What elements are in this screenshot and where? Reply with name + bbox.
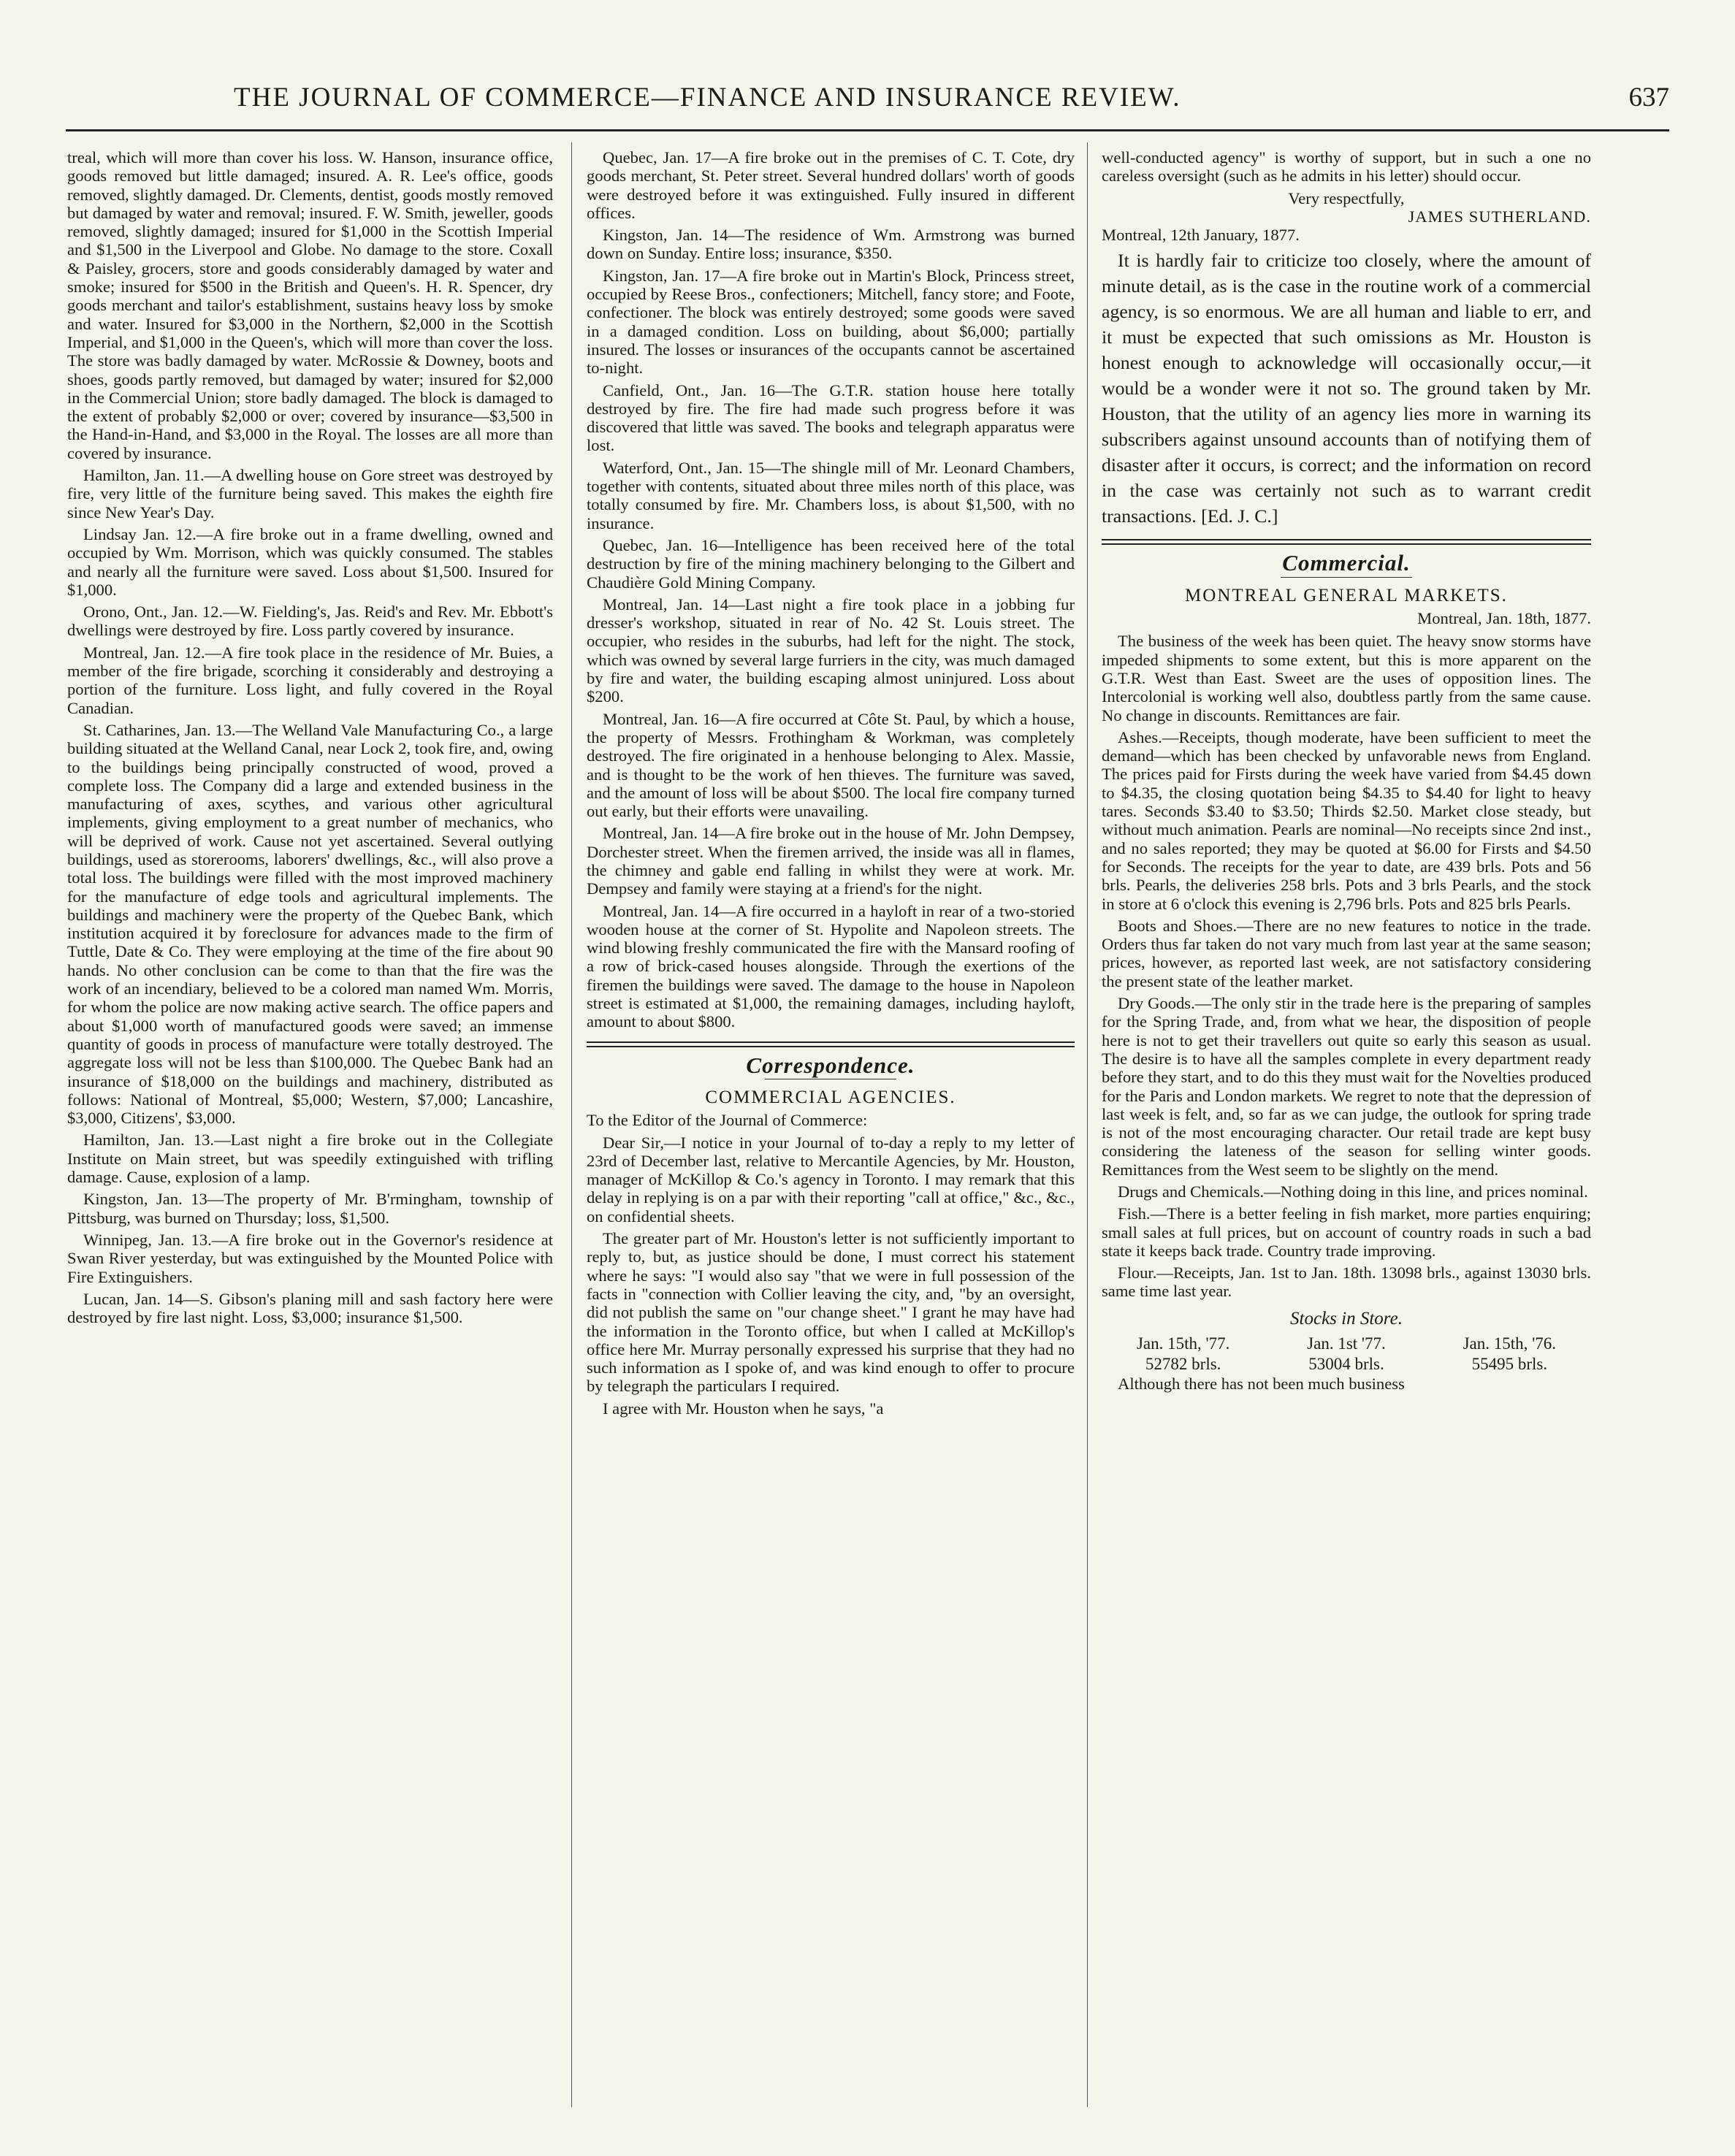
article-paragraph: Montreal, Jan. 14—Last night a fire took place in a jobbing fur dresser's workshop, situated in rear of No. 42 St. Louis street. The occupier, who resides in the suburbs, had left for the night. The stock, which was owned by several large furriers in the city, was much damaged by fire and water, the building escaping almost uninjured. Loss about $200. [587,595,1075,706]
running-title: THE JOURNAL OF COMMERCE—FINANCE AND INSURANCE REVIEW. [234,83,1181,112]
stocks-value: 52782 brls. [1145,1355,1221,1374]
letter-paragraph: well-conducted agency" is worthy of support, but in such a one no careless oversight (such as he admits in his letter) should occur. [1102,148,1591,186]
market-report-title: MONTREAL GENERAL MARKETS. [1185,585,1508,605]
article-paragraph: Montreal, Jan. 12.—A fire took place in the residence of Mr. Buies, a member of the fire brigade, scorching it considerably and destroying a portion of the furniture. Loss light, and fully covered in the Royal Canadian. [67,643,553,717]
signature-place-date: Montreal, 12th January, 1877. [1102,226,1300,245]
letter-paragraph: The greater part of Mr. Houston's letter is not sufficiently important to reply to, but, as justice should be done, I must correct his statement where he says: "I would also say "that we were in full possession of the facts in "connection with Collier leaving the city, and, "by an oversight, did not publish the same on "our change sheet." I grant he may have had the information in the Toronto office, but when I called at McKillop's office here Mr. Murray personally expressed his surprise that they had no such information as I spoke of, and was kind enough to offer to procure by telegraph the particulars I required. [587,1229,1075,1396]
article-paragraph: Quebec, Jan. 17—A fire broke out in the premises of C. T. Cote, dry goods merchant, St. Peter street. Several hundred dollars' worth of goods were destroyed before it was extinguished. Fully insured in different offices. [587,148,1075,222]
column-fire-reports [67,148,553,2120]
section-heading-commercial: Commercial. [1282,550,1411,576]
article-paragraph: Winnipeg, Jan. 13.—A fire broke out in the Governor's residence at Swan River yesterday, but was extinguished by the Mounted Police with Fire Extinguishers. [67,1230,553,1286]
column-letter-and-markets [1102,148,1591,2120]
stocks-date: Jan. 15th, '76. [1463,1334,1557,1353]
article-paragraph: Kingston, Jan. 17—A fire broke out in Martin's Block, Princess street, occupied by Reese Bros., confectioners; Mitchell, fancy store; and Foote, confectioner. The block was entirely destroyed; some goods were saved in a damaged condition. Loss on building, about $6,000; partially insured. The losses or insurances of the occupants cannot be ascertained to-night. [587,266,1075,378]
market-paragraph: Ashes.—Receipts, though moderate, have been sufficient to meet the demand—which has been checked by unfavorable news from England. The prices paid for Firsts during the week have varied from $4.45 down to $4.35, the closing quotation being $4.35 to $4.40 for light to heavy tares. Seconds $3.40 to $3.50; Thirds $2.50. Market close steady, but without much animation. Pearls are nominal—No receipts since 2nd inst., and no sales reported; they may be quoted at $6.00 for Firsts and $4.50 for Seconds. The receipts for the year to date, are 439 brls. Pots and 56 brls. Pearls, the deliveries 258 brls. Pots and 3 brls Pearls, and the stock in store at 6 o'clock this evening is 2,796 brls. Pots and 825 brls Pearls. [1102,727,1591,913]
header-rule [66,129,1669,131]
stocks-table [1102,1334,1591,1375]
market-paragraph: The business of the week has been quiet. The heavy snow storms have impeded shipments to some extent, but this is more apparent on the G.T.R. West than East. Sweet are the uses of opposition lines. The Intercolonial is working well also, doubtless partly from the same cause. No change in discounts. Remittances are fair. [1102,632,1591,725]
letter-paragraph: Dear Sir,—I notice in your Journal of to-day a reply to my letter of 23rd of December last, relative to Mercantile Agencies, by Mr. Houston, manager of McKillop & Co.'s agency in Toronto. I may remark that this delay in replying is on a par with their reporting "call at office," &c., &c., on confidential sheets. [587,1133,1075,1226]
market-paragraph: Dry Goods.—The only stir in the trade here is the preparing of samples for the Spring Trade, and, from what we hear, the disposition of people here is not to get their travellers out quite so early this season as usual. The desire is to have all the samples complete in every department ready before they start, and to do this they must wait for the Novelties produced for the Paris and London markets. We regret to note that the depression of last week is felt, and, so far as we can judge, the outlook for spring trade is not of the most encouraging character. Our retail trade are kept busy considering the lateness of the season for selling winter goods. Remittances from the West seem to be slightly on the mend. [1102,994,1591,1179]
market-dateline: Montreal, Jan. 18th, 1877. [1417,609,1591,628]
column-fire-reports-and-correspondence [587,148,1075,2120]
section-rule [587,1041,1075,1047]
editor-note: It is hardly fair to criticize too closely, where the amount of minute detail, as is the case in the routine work of a commercial agency, is so enormous. We are all human and liable to err, and it must be expected that such omissions as Mr. Houston is honest enough to acknowledge will occasionally occur,—it would be a wonder were it not so. The ground taken by Mr. Houston, that the utility of an agency lies more in warning its subscribers against unsound accounts than of notifying them of disaster after it occurs, is correct; and the information on record in the case was certainly not such as to warrant credit transactions. [Ed. J. C.] [1102,250,1591,527]
article-paragraph: treal, which will more than cover his loss. W. Hanson, insurance office, goods removed but little damaged; insured. A. R. Lee's office, goods removed, slightly damaged. Dr. Clements, dentist, goods mostly removed but damaged by water and removal; insured. F. W. Smith, jeweller, goods removed, slightly damaged; insured for $1,000 in the Scottish Imperial and $1,500 in the Liverpool and Globe. No damage to the store. Coxall & Paisley, grocers, store and goods considerably damaged by water and smoke; insured for $500 in the British and Queen's. H. R. Spencer, dry goods merchant and tailor's establishment, sustains heavy loss by smoke and water. Insured for $3,000 in the Northern, $2,000 in the Scottish Imperial, and $1,000 in the Queen's, which will more than cover the loss. The store was badly damaged by water. McRossie & Downey, boots and shoes, goods partly removed, but damaged by water; insured for $2,000 in the Commercial Union; store badly damaged. The block is damaged to the extent of probably $2,000 or over; covered by insurance—$3,500 in the Hand-in-Hand, and $3,000 in the Royal. The losses are all more than covered by insurance. [67,148,553,462]
letter-closing: Very respectfully, [1288,188,1405,207]
market-paragraph: Although there has not been much business [1118,1375,1405,1394]
stocks-date: Jan. 1st '77. [1307,1334,1386,1353]
market-paragraph: Flour.—Receipts, Jan. 1st to Jan. 18th. 13098 brls., against 13030 brls. same time last year. [1102,1264,1591,1301]
stocks-in-store-title: Stocks in Store. [1290,1308,1403,1329]
column-divider [571,142,572,2107]
article-paragraph: Hamilton, Jan. 13.—Last night a fire broke out in the Collegiate Institute on Main street, but was speedily extinguished with trifling damage. Cause, explosion of a lamp. [67,1131,553,1187]
article-paragraph: Kingston, Jan. 13—The property of Mr. B'rmingham, township of Pittsburg, was burned on Thursday; loss, $1,500. [67,1190,553,1227]
market-paragraph: Boots and Shoes.—There are no new features to notice in the trade. Orders thus far taken do not vary much from last year at the same season; prices, however, as reported last week, are not satisfactory considering the present state of the leather market. [1102,916,1591,990]
article-paragraph: Hamilton, Jan. 11.—A dwelling house on Gore street was destroyed by fire, very little of the furniture being saved. This makes the eighth fire since New Year's Day. [67,466,553,521]
page-number: 637 [1628,83,1669,112]
article-title: COMMERCIAL AGENCIES. [705,1087,956,1107]
article-paragraph: Orono, Ont., Jan. 12.—W. Fielding's, Jas. Reid's and Rev. Mr. Ebbott's dwellings were destroyed by fire. Loss partly covered by insurance. [67,603,553,640]
stocks-value: 53004 brls. [1308,1355,1384,1374]
stocks-value: 55495 brls. [1471,1355,1548,1374]
article-paragraph: Lucan, Jan. 14—S. Gibson's planing mill and sash factory here were destroyed by fire last night. Loss, $3,000; insurance $1,500. [67,1289,553,1327]
letter-signature: JAMES SUTHERLAND. [1408,207,1591,226]
market-paragraph: Drugs and Chemicals.—Nothing doing in this line, and prices nominal. [1118,1182,1588,1201]
article-paragraph: Montreal, Jan. 16—A fire occurred at Côte St. Paul, by which a house, the property of Messrs. Frothingham & Workman, was completely destroyed. The fire originated in a henhouse belonging to Alex. Massie, and is thought to be the work of hen thieves. The furniture was saved, and the amount of loss will be about $500. The local fire company turned out early, but their efforts were unavailing. [587,709,1075,821]
letter-paragraph: I agree with Mr. Houston when he says, "a [603,1399,884,1418]
article-paragraph: Montreal, Jan. 14—A fire occurred in a hayloft in rear of a two-storied wooden house at the corner of St. Hypolite and Napoleon streets. The wind blowing freshly communicated the fire with the Mansard roofing of a row of brick-cased houses alongside. Through the exertions of the firemen the buildings were saved. The damage to the house in Napoleon street is estimated at $1,000, the remaining damages, including hayloft, amount to about $800. [587,901,1075,1031]
article-paragraph: Quebec, Jan. 16—Intelligence has been received here of the total destruction by fire of the mining machinery belonging to the Gilbert and Chaudière Gold Mining Company. [587,535,1075,592]
article-paragraph: Lindsay Jan. 12.—A fire broke out in a frame dwelling, owned and occupied by Wm. Morrison, which was quickly consumed. The stables and nearly all the furniture were saved. Loss about $1,500. Insured for $1,000. [67,524,553,599]
section-heading-correspondence: Correspondence. [746,1052,915,1078]
article-paragraph: St. Catharines, Jan. 13.—The Welland Vale Manufacturing Co., a large building situated at the Welland Canal, near Lock 2, took fire, and, owing to the buildings being principally constructed of wood, proved a complete loss. The Company did a large and extended business in the manufacturing of axes, scythes, and various other agricultural implements, giving employment to a great number of mechanics, who will be deprived of work. Cause not yet ascertained. Several outlying buildings, used as storerooms, laborers' dwellings, &c., will also prove a total loss. The buildings were filled with the most improved machinery for the manufacture of edge tools and agricultural implements. The buildings and machinery were the property of the Quebec Bank, which institution acquired it by foreclosure for advances made to the firm of Tuttle, Date & Co. They were employing at the time of the fire about 90 hands. No other conclusion can be come to than that the fire was the work of an incendiary, believed to be a colored man named Wm. Morris, for whom the police are now making active search. The office papers and about $1,000 worth of manufactured goods were saved; an immense quantity of goods in process of manufacture were totally destroyed. The aggregate loss will not be less than $100,000. The Quebec Bank had an insurance of $18,000 on the buildings and machinery, distributed as follows: National of Montreal, $5,000; Western, $7,000; Lancashire, $3,000, Citizens', $3,000. [67,720,553,1128]
section-rule [1102,539,1591,545]
page-header [66,82,1669,124]
article-paragraph: Kingston, Jan. 14—The residence of Wm. Armstrong was burned down on Sunday. Entire loss; insurance, $350. [587,226,1075,263]
article-paragraph: Canfield, Ont., Jan. 16—The G.T.R. station house here totally destroyed by fire. The fire had made such progress before it was discovered that little was saved. The books and telegraph apparatus were lost. [587,381,1075,455]
column-divider [1087,142,1088,2107]
letter-address: To the Editor of the Journal of Commerce: [587,1111,868,1130]
market-paragraph: Fish.—There is a better feeling in fish market, more parties enquiring; small sales at full prices, but on account of country roads in such a bad state it keeps back trade. Country trade improving. [1102,1204,1591,1260]
short-rule [1281,577,1412,578]
article-paragraph: Montreal, Jan. 14—A fire broke out in the house of Mr. John Dempsey, Dorchester street. When the firemen arrived, the inside was all in flames, the chimney and gable end falling in whilst they were at work. Mr. Dempsey and family were staying at a friend's for the night. [587,824,1075,898]
article-paragraph: Waterford, Ont., Jan. 15—The shingle mill of Mr. Leonard Chambers, together with contents, situated about three miles north of this place, was totally consumed by fire. Mr. Chambers loss, is about $1,500, with no insurance. [587,458,1075,532]
stocks-date: Jan. 15th, '77. [1136,1334,1230,1353]
